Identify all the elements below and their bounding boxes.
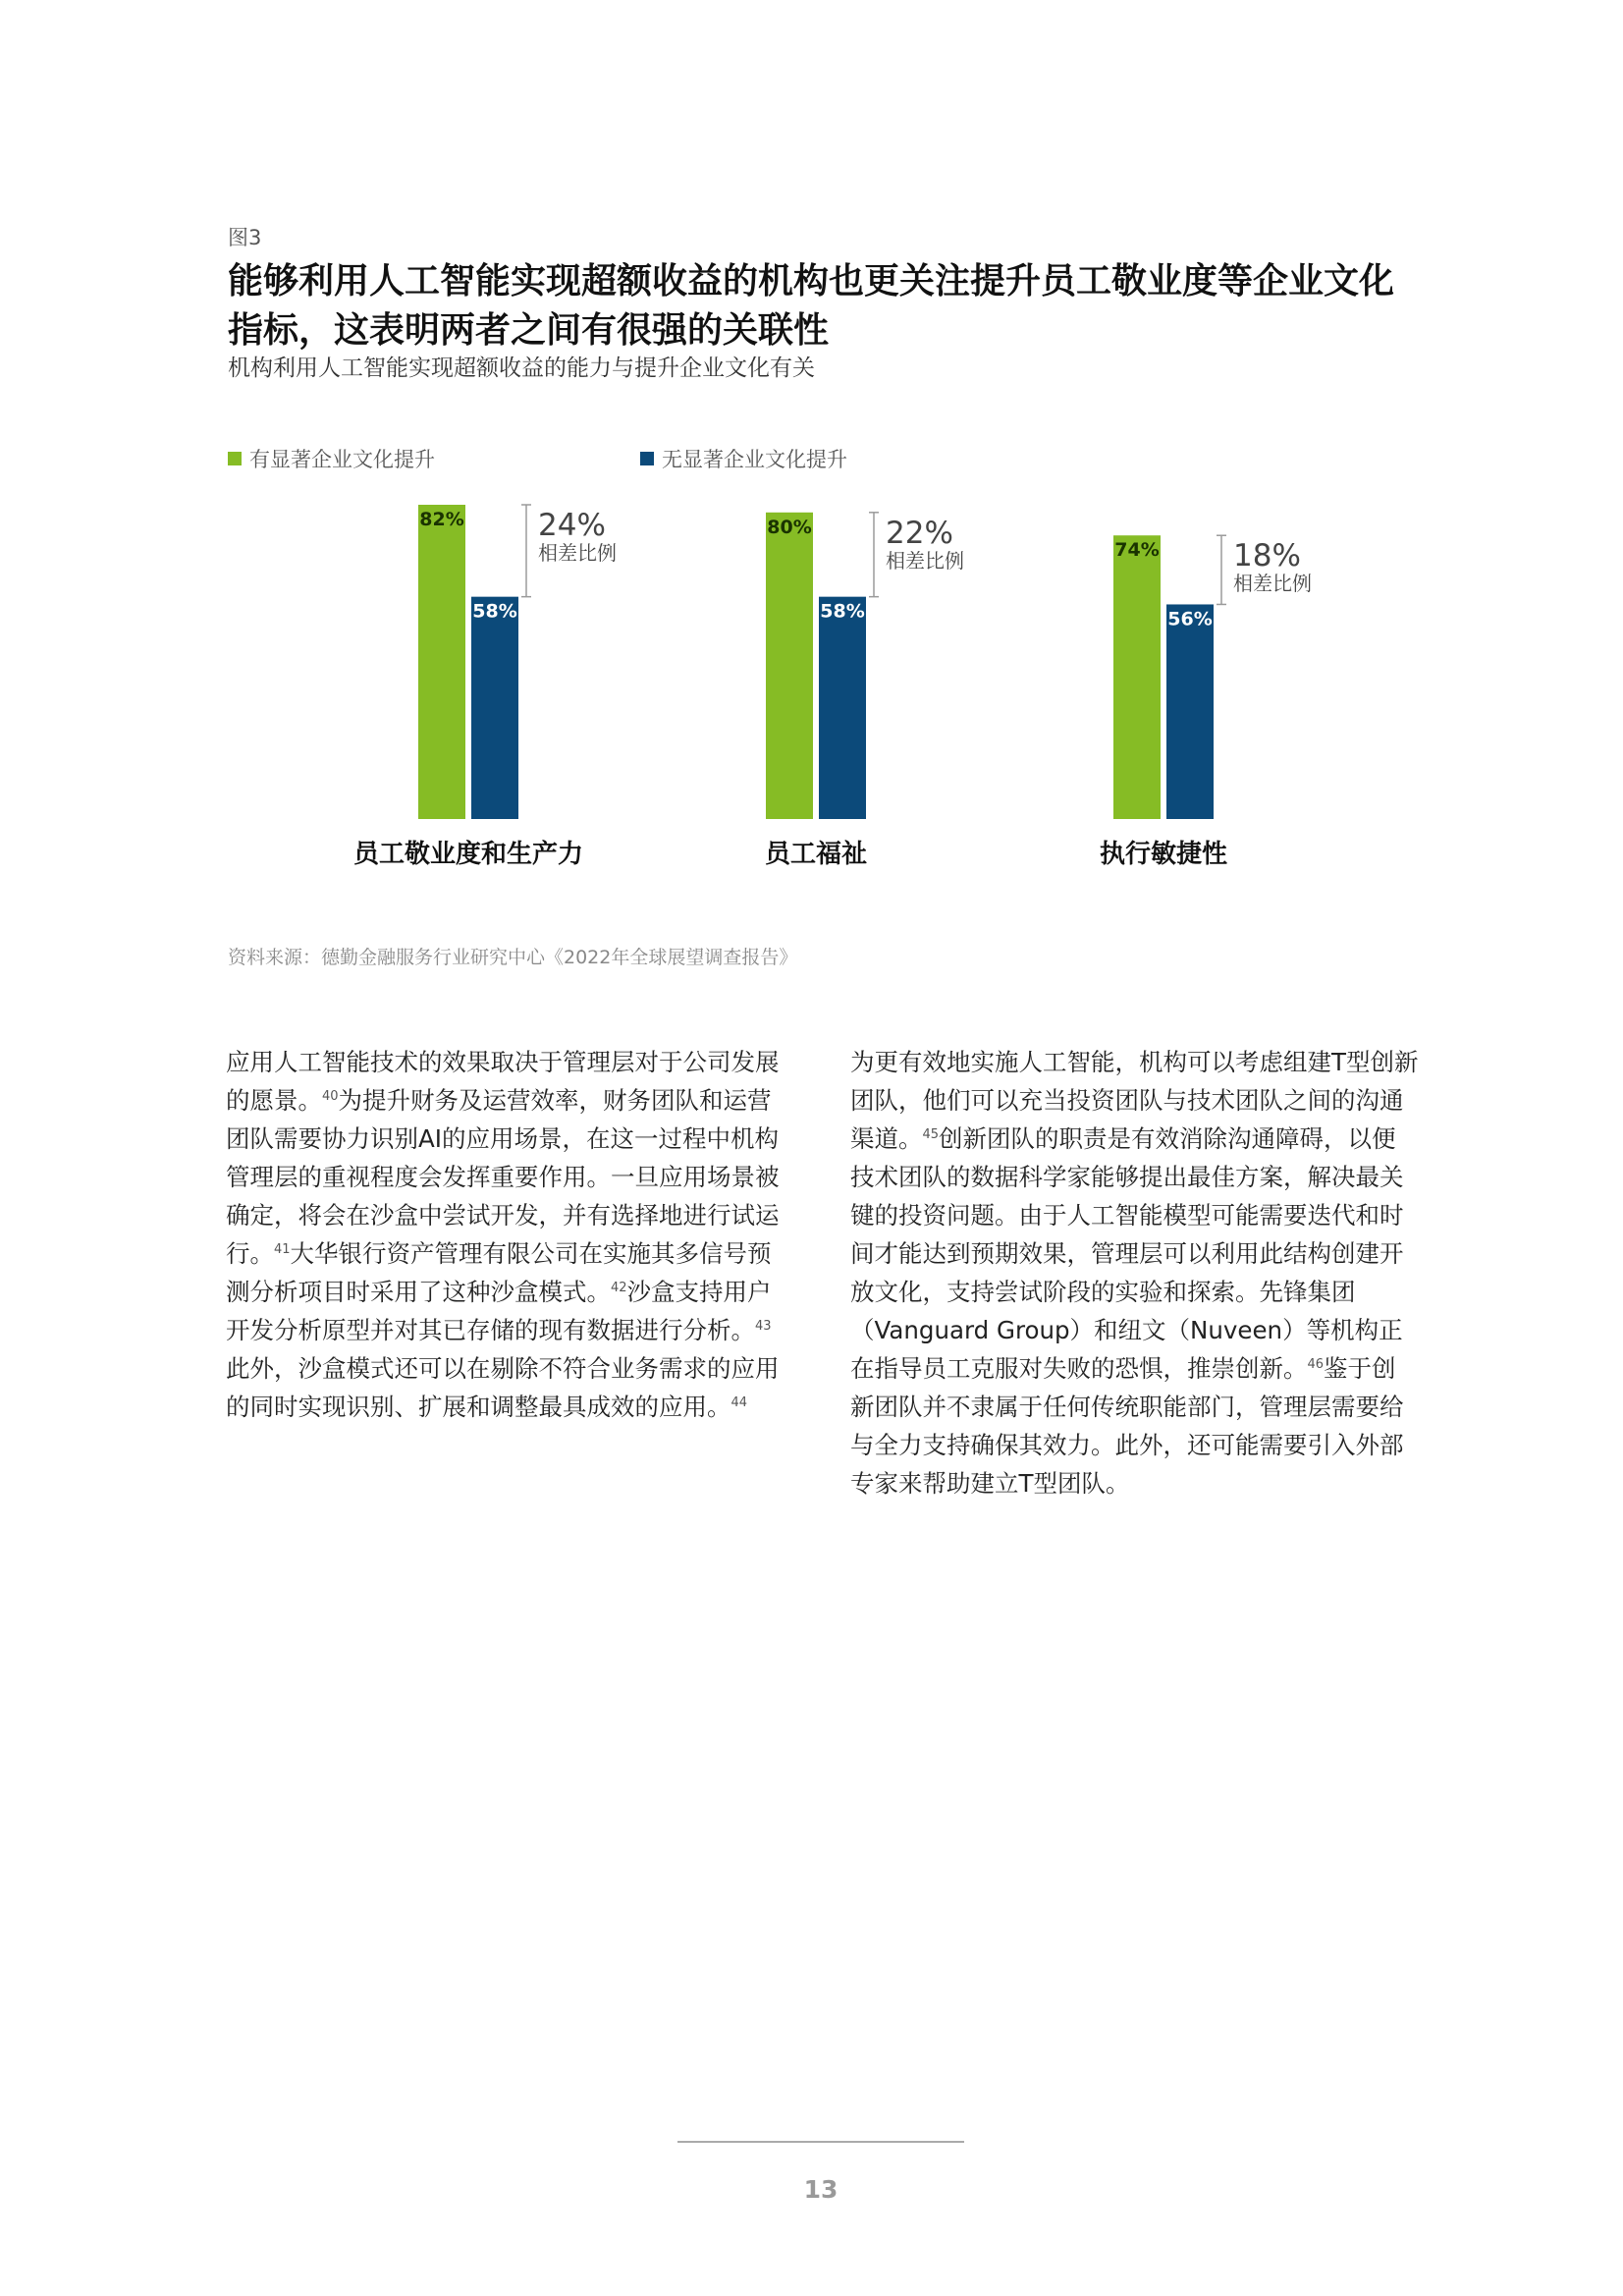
category-label: 员工敬业度和生产力 (352, 840, 584, 869)
bar-value-label: 56% (1167, 608, 1213, 630)
figure-title: 能够利用人工智能实现超额收益的机构也更关注提升员工敬业度等企业文化指标，这表明两者之间有很强的关联性 (228, 261, 1395, 351)
category-label: 执行敏捷性 (1099, 840, 1228, 869)
left-paragraph-text: 此外，沙盒模式还可以在剔除不符合业务需求的应用的同时实现识别、扩展和调整最具成效的应用。 (226, 1354, 780, 1421)
bar-with-culture (1113, 535, 1161, 819)
left-paragraph-text: 应用人工智能技术的效果取决于管理层对于公司发展的愿景。 (226, 1048, 780, 1115)
legend-swatch-blue (640, 452, 654, 465)
bar-value-label: 82% (419, 509, 464, 530)
footnote-marker: 40 (322, 1089, 339, 1104)
body-text-left-column (226, 1043, 795, 1426)
bar-without-culture (1166, 604, 1214, 819)
figure-label: 图3 (228, 226, 262, 249)
difference-value: 22% (886, 515, 953, 551)
difference-label: 相差比例 (886, 548, 964, 573)
footnote-marker: 42 (611, 1281, 627, 1295)
bar-with-culture (766, 513, 813, 819)
body-text-right-column (850, 1043, 1420, 1503)
footnote-marker: 45 (922, 1127, 940, 1142)
right-paragraph-text: 创新团队的职责是有效消除沟通障碍，以便技术团队的数据科学家能够提出最佳方案，解决最关键的投资问题。由于人工智能模型可能需要迭代和时间才能达到预期效果，管理层可以利用此结构创建开放文化，支持尝试阶段的实验和探索。先锋集团（Vanguard Group）和纽文（Nuveen）等机构正在指导员工克服对失败的恐惧，推崇创新。 (850, 1124, 1404, 1383)
bar-value-label: 58% (820, 600, 865, 623)
legend-item-without-culture (640, 444, 847, 473)
bar-value-label: 80% (767, 516, 812, 538)
difference-label: 相差比例 (538, 541, 617, 565)
page-number: 13 (803, 2175, 839, 2204)
difference-value: 24% (538, 508, 606, 543)
footer-divider (677, 2141, 964, 2143)
bar-without-culture (819, 597, 866, 819)
footnote-marker: 41 (274, 1242, 291, 1257)
footnote-marker: 44 (730, 1395, 748, 1410)
legend-item-with-culture (228, 444, 435, 473)
bar-value-label: 74% (1114, 539, 1160, 562)
left-paragraph-text: 沙盒支持用户开发分析原型并对其已存储的现有数据进行分析。 (226, 1278, 772, 1344)
bar-value-label: 58% (472, 600, 517, 623)
legend-swatch-green (228, 452, 242, 465)
left-paragraph-text: 为提升财务及运营效率，财务团队和运营团队需要协力识别AI的应用场景，在这一过程中机构管理层的重视程度会发挥重要作用。一旦应用场景被确定，将会在沙盒中尝试开发，并有选择地进行试运行。 (226, 1086, 780, 1268)
left-paragraph-text: 大华银行资产管理有限公司在实施其多信号预测分析项目时采用了这种沙盒模式。 (226, 1239, 772, 1306)
difference-label: 相差比例 (1233, 572, 1312, 596)
right-paragraph-text: 鉴于创新团队并不隶属于任何传统职能部门，管理层需要给与全力支持确保其效力。此外，还可能需要引入外部专家来帮助建立T型团队。 (850, 1354, 1404, 1498)
legend-label-without-culture: 无显著企业文化提升 (662, 448, 847, 471)
footnote-marker: 43 (755, 1319, 772, 1334)
right-paragraph-text: 为更有效地实施人工智能，机构可以考虑组建T型创新团队，他们可以充当投资团队与技术团队之间的沟通渠道。 (850, 1048, 1419, 1153)
bar-with-culture (418, 505, 465, 819)
category-label: 员工福祉 (764, 840, 868, 869)
bar-chart (228, 481, 1445, 884)
difference-value: 18% (1233, 538, 1301, 574)
bar-without-culture (471, 597, 518, 819)
legend-label-with-culture: 有显著企业文化提升 (249, 448, 435, 471)
figure-subtitle: 机构利用人工智能实现超额收益的能力与提升企业文化有关 (228, 355, 815, 381)
figure-source: 资料来源：德勤金融服务行业研究中心《2022年全球展望调查报告》 (228, 947, 798, 968)
footnote-marker: 46 (1307, 1357, 1325, 1372)
